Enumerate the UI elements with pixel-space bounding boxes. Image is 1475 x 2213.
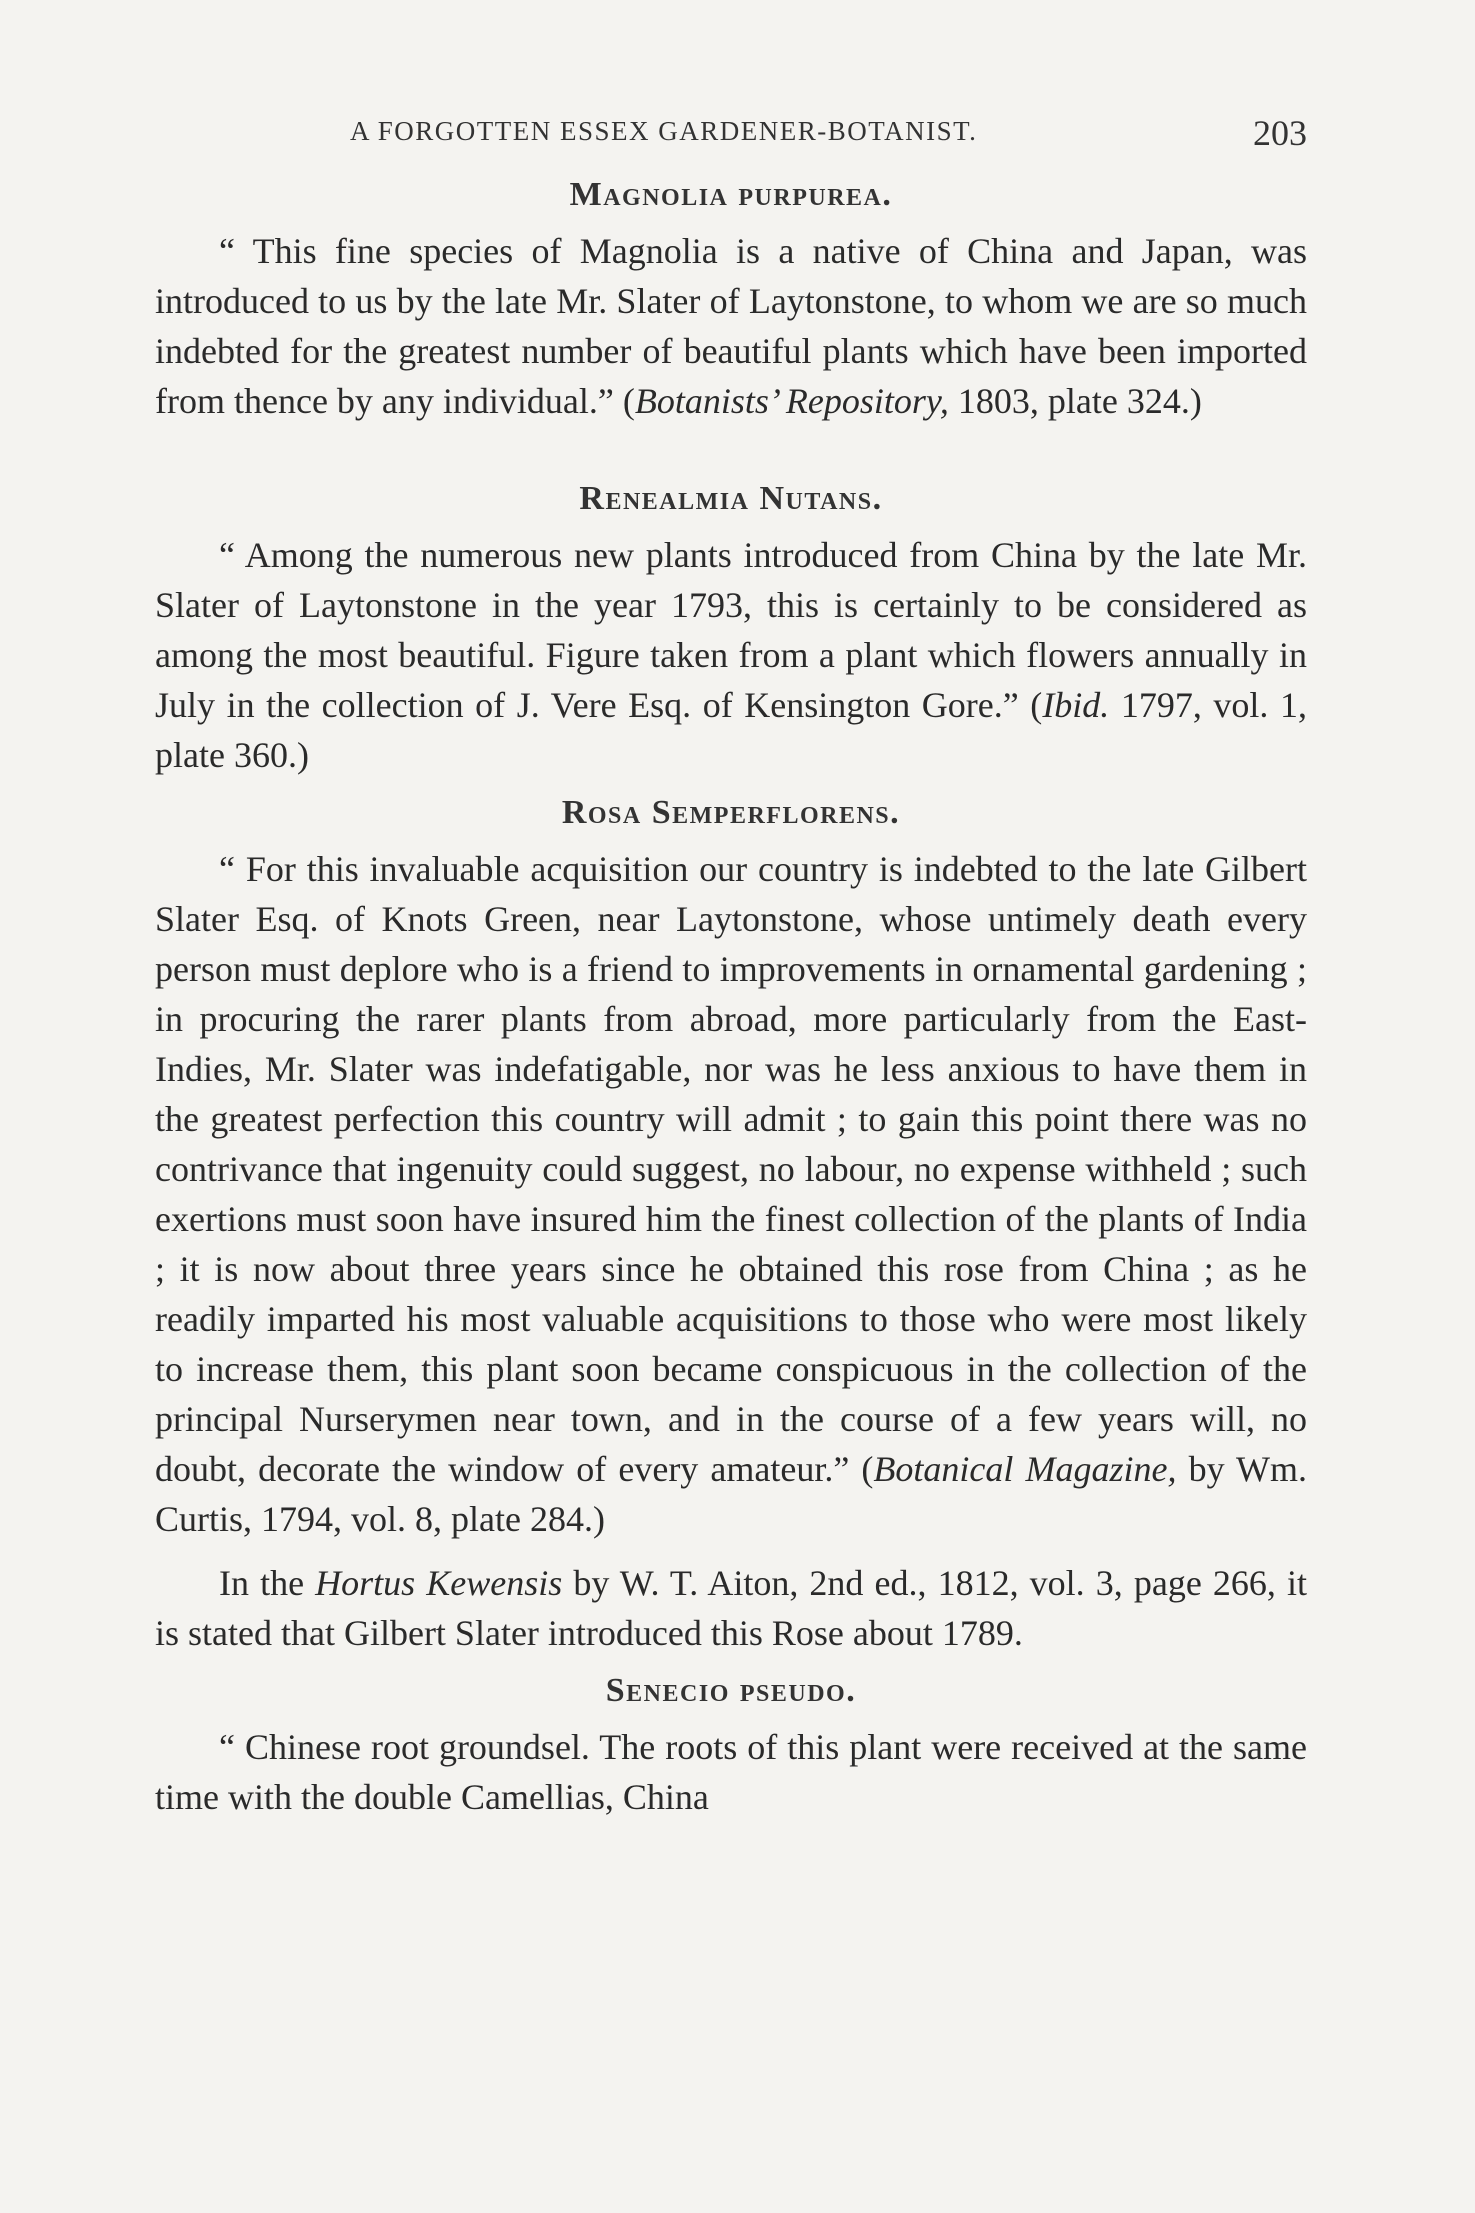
paragraph-rosa-quote: [155, 844, 1307, 1544]
paragraph-renealmia: [155, 530, 1307, 780]
text-run: by Wm. Curtis, 1794, vol. 8, plate 284.): [155, 1449, 1307, 1539]
section-heading-senecio: Senecio pseudo.: [605, 1672, 857, 1709]
text-run: “ This fine species of Magnolia is a native of China and Japan, was introduced to us by the late Mr. Slater of Laytonstone, to whom we are so much indebted for the greatest number of beautiful plants which have been imported from thence by any individual.” (: [155, 231, 1307, 421]
paragraph-senecio: [155, 1722, 1307, 1822]
running-title: A FORGOTTEN ESSEX GARDENER-BOTANIST.: [350, 116, 978, 146]
page: [155, 100, 1307, 1822]
page-number: 203: [1253, 113, 1307, 153]
text-run: “ For this invaluable acquisition our country is indebted to the late Gilbert Slater Esq. of Knots Green, near Laytonstone, whose untimely death every person must deplore who is a friend to improvements in ornamental gardening ; in procuring the rarer plants from abroad, more particularly from the East-Indies, Mr. Slater was indefatigable, nor was he less anxious to have them in the greatest perfection this country will admit ; to gain this point there was no contrivance that ingenuity could suggest, no labour, no expense withheld ; such exertions must soon have insured him the finest collection of the plants of India ; it is now about three years since he obtained this rose from China ; as he readily imparted his most valuable acquisitions to those who were most likely to increase them, this plant soon became conspicuous in the collection of the principal Nurserymen near town, and in the course of a few years will, no doubt, decorate the window of every amateur.” (: [155, 849, 1307, 1489]
text-run: 1797, vol. 1, plate 360.): [155, 685, 1307, 775]
text-run: In the: [219, 1563, 316, 1603]
citation-italic: Botanists’ Repository,: [634, 381, 949, 421]
section-heading-rosa: Rosa Semperflorens.: [561, 794, 901, 831]
citation-italic: Hortus Kewensis: [315, 1563, 563, 1603]
text-run: by W. T. Aiton, 2nd ed., 1812, vol. 3, page 266, it is stated that Gilbert Slater introduced this Rose about 1789.: [155, 1563, 1308, 1653]
citation-italic: Ibid.: [1042, 685, 1110, 725]
section-heading-magnolia: Magnolia purpurea.: [569, 176, 893, 213]
text-run: “ Chinese root groundsel. The roots of this plant were received at the same time with the double Camellias, China: [155, 1727, 1307, 1817]
running-header: [155, 100, 1307, 170]
section-heading-renealmia: Renealmia Nutans.: [579, 480, 883, 517]
text-run: “ Among the numerous new plants introduced from China by the late Mr. Slater of Laytonstone in the year 1793, this is certainly to be considered as among the most beautiful. Figure taken from a plant which flowers annually in July in the collection of J. Vere Esq. of Kensington Gore.” (: [155, 535, 1307, 725]
paragraph-magnolia: [155, 226, 1307, 426]
text-run: 1803, plate 324.): [948, 381, 1202, 421]
paragraph-rosa-note: [155, 1558, 1307, 1658]
citation-italic: Botanical Magazine,: [873, 1449, 1177, 1489]
